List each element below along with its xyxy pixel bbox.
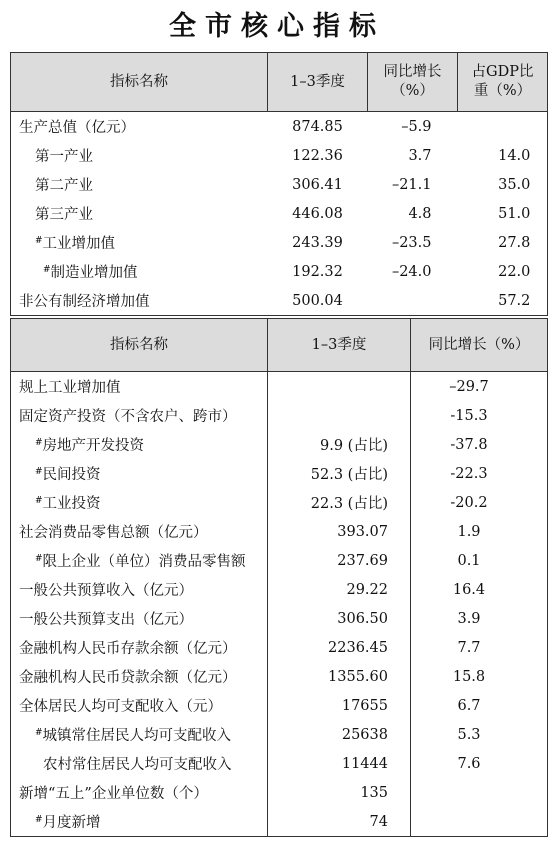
- header-period: 1–3季度: [268, 53, 368, 112]
- yoy-growth-value: -20.2: [411, 488, 548, 517]
- indicator-cell: [11, 720, 268, 749]
- table-row: [11, 633, 548, 662]
- table-row: [11, 459, 548, 488]
- footnote-mark: #: [35, 236, 43, 246]
- table-row: [11, 170, 548, 199]
- period-value: 306.41: [292, 176, 343, 193]
- indicator-cell: [11, 517, 268, 546]
- header-gdp-share: 占GDP比重（%）: [458, 53, 548, 112]
- yoy-growth-value: –24.0: [391, 263, 432, 280]
- table-row: [11, 575, 548, 604]
- yoy-growth-value: 3.9: [411, 604, 548, 633]
- header-indicator-name: 指标名称: [11, 319, 268, 372]
- indicator-name: 第三产业: [35, 207, 93, 223]
- yoy-growth-value: 0.1: [411, 546, 548, 575]
- yoy-growth-value: –29.7: [411, 372, 548, 402]
- yoy-growth-value: -15.3: [411, 401, 548, 430]
- indicator-cell: [11, 372, 268, 402]
- indicator-cell: [11, 459, 268, 488]
- header-yoy-growth: 同比增长（%）: [368, 53, 458, 112]
- footnote-mark: #: [35, 728, 43, 738]
- indicator-name: 一般公共预算收入（亿元）: [19, 583, 193, 599]
- table-header-row: [11, 319, 548, 372]
- indicator-name: 全体居民人均可支配收入（元）: [19, 699, 222, 715]
- table-row: [11, 807, 548, 837]
- period-value: 29.22: [268, 575, 411, 604]
- period-value: 135: [268, 778, 411, 807]
- yoy-growth-value: –21.1: [391, 176, 432, 193]
- footnote-mark: #: [43, 265, 51, 275]
- period-value: 243.39: [292, 234, 343, 251]
- indicator-name: 月度新增: [42, 815, 101, 831]
- period-value: 22.3 (占比): [268, 488, 411, 517]
- footnote-mark: #: [35, 438, 43, 448]
- yoy-growth-value: 3.7: [408, 147, 432, 164]
- period-value: 17655: [268, 691, 411, 720]
- indicator-name: 农村常住居民人均可支配收入: [43, 757, 232, 773]
- core-indicators-table-economy: [10, 318, 548, 837]
- period-value: 74: [268, 807, 411, 837]
- yoy-growth-value: [411, 807, 548, 837]
- indicator-cell: [11, 604, 268, 633]
- header-yoy-growth: 同比增长（%）: [411, 319, 548, 372]
- yoy-growth-value: 1.9: [411, 517, 548, 546]
- yoy-growth-value: 15.8: [411, 662, 548, 691]
- indicator-name: 新增“五上”企业单位数（个）: [19, 786, 208, 802]
- period-value: 874.85: [292, 118, 343, 135]
- yoy-growth-value: 5.3: [411, 720, 548, 749]
- indicator-cell: [11, 430, 268, 459]
- page-title: 全市核心指标: [169, 11, 385, 42]
- indicator-cell: [11, 575, 268, 604]
- table-row: [11, 662, 548, 691]
- table-row: [11, 401, 548, 430]
- period-value: 2236.45: [268, 633, 411, 662]
- period-value: 9.9 (占比): [268, 430, 411, 459]
- indicator-name: 城镇常住居民人均可支配收入: [42, 728, 232, 744]
- indicator-name: 一般公共预算支出（亿元）: [19, 612, 193, 628]
- indicator-cell: [11, 807, 268, 837]
- table-row: [11, 430, 548, 459]
- indicator-name: 生产总值（亿元）: [19, 120, 135, 136]
- indicator-name: 第一产业: [35, 149, 93, 165]
- table-row: [11, 691, 548, 720]
- indicator-name: 工业增加值: [42, 236, 116, 252]
- table-row: [11, 286, 548, 316]
- gdp-share-value: 22.0: [458, 257, 548, 286]
- table-row: [11, 517, 548, 546]
- table-header-row: [11, 53, 548, 112]
- indicator-cell: [11, 257, 268, 286]
- indicator-cell: [11, 546, 268, 575]
- table-row: [11, 257, 548, 286]
- indicator-cell: [11, 778, 268, 807]
- indicator-name: 民间投资: [42, 467, 101, 483]
- gdp-share-value: 57.2: [458, 286, 548, 316]
- period-value: 500.04: [268, 286, 368, 316]
- period-value: [268, 401, 411, 430]
- yoy-growth-value: –23.5: [391, 234, 432, 251]
- footnote-mark: #: [35, 554, 43, 564]
- indicator-name: 非公有制经济增加值: [19, 294, 150, 310]
- indicator-name: 制造业增加值: [50, 265, 138, 281]
- header-period: 1–3季度: [268, 319, 411, 372]
- period-value: 306.50: [268, 604, 411, 633]
- indicator-cell: [11, 401, 268, 430]
- table-row: [11, 141, 548, 170]
- header-indicator-name: 指标名称: [11, 53, 268, 112]
- table-row: [11, 720, 548, 749]
- indicator-name: 限上企业（单位）消费品零售额: [42, 554, 246, 570]
- period-value: 393.07: [268, 517, 411, 546]
- indicator-cell: [11, 112, 268, 142]
- period-value: 122.36: [292, 147, 343, 164]
- yoy-growth-value: 4.8: [408, 205, 432, 222]
- indicator-name: 规上工业增加值: [19, 380, 121, 396]
- yoy-growth-value: 16.4: [411, 575, 548, 604]
- table-row: [11, 778, 548, 807]
- indicator-cell: [11, 170, 268, 199]
- table-row: [11, 228, 548, 257]
- period-value: 25638: [268, 720, 411, 749]
- table-row: [11, 199, 548, 228]
- yoy-growth-value: 7.6: [411, 749, 548, 778]
- gdp-share-value: 35.0: [458, 170, 548, 199]
- table-row: [11, 546, 548, 575]
- period-value: 11444: [268, 749, 411, 778]
- indicator-name: 房地产开发投资: [42, 438, 145, 454]
- period-value: 52.3 (占比): [268, 459, 411, 488]
- yoy-growth-value: 7.7: [411, 633, 548, 662]
- gdp-share-value: 51.0: [458, 199, 548, 228]
- gdp-share-value: 27.8: [458, 228, 548, 257]
- indicator-cell: [11, 228, 268, 257]
- indicator-cell: [11, 662, 268, 691]
- table-row: [11, 749, 548, 778]
- indicator-cell: [11, 633, 268, 662]
- footnote-mark: #: [35, 815, 43, 825]
- yoy-growth-value: -22.3: [411, 459, 548, 488]
- indicator-name: 社会消费品零售总额（亿元）: [19, 525, 208, 541]
- indicator-cell: [11, 199, 268, 228]
- core-indicators-table-gdp: [10, 52, 548, 316]
- yoy-growth-value: -37.8: [411, 430, 548, 459]
- yoy-growth-value: –5.9: [401, 118, 432, 135]
- table-row: [11, 372, 548, 402]
- period-value: 1355.60: [268, 662, 411, 691]
- period-value: 237.69: [268, 546, 411, 575]
- footnote-mark: #: [35, 496, 43, 506]
- indicator-name: 第二产业: [35, 178, 93, 194]
- period-value: 446.08: [292, 205, 343, 222]
- indicator-cell: [11, 488, 268, 517]
- yoy-growth-value: [368, 286, 458, 316]
- indicator-name: 工业投资: [42, 496, 101, 512]
- table-row: [11, 112, 548, 142]
- indicator-cell: [11, 141, 268, 170]
- period-value: 192.32: [292, 263, 343, 280]
- footnote-mark: #: [35, 467, 43, 477]
- indicator-cell: [11, 749, 268, 778]
- table-row: [11, 488, 548, 517]
- yoy-growth-value: [411, 778, 548, 807]
- period-value: [268, 372, 411, 402]
- gdp-share-value: 14.0: [458, 141, 548, 170]
- table-row: [11, 604, 548, 633]
- indicator-cell: [11, 286, 268, 316]
- indicator-name: 金融机构人民币贷款余额（亿元）: [19, 670, 237, 686]
- yoy-growth-value: 6.7: [411, 691, 548, 720]
- indicator-name: 固定资产投资（不含农户、跨市）: [19, 409, 237, 425]
- indicator-name: 金融机构人民币存款余额（亿元）: [19, 641, 237, 657]
- gdp-share-value: [458, 112, 548, 142]
- indicator-cell: [11, 691, 268, 720]
